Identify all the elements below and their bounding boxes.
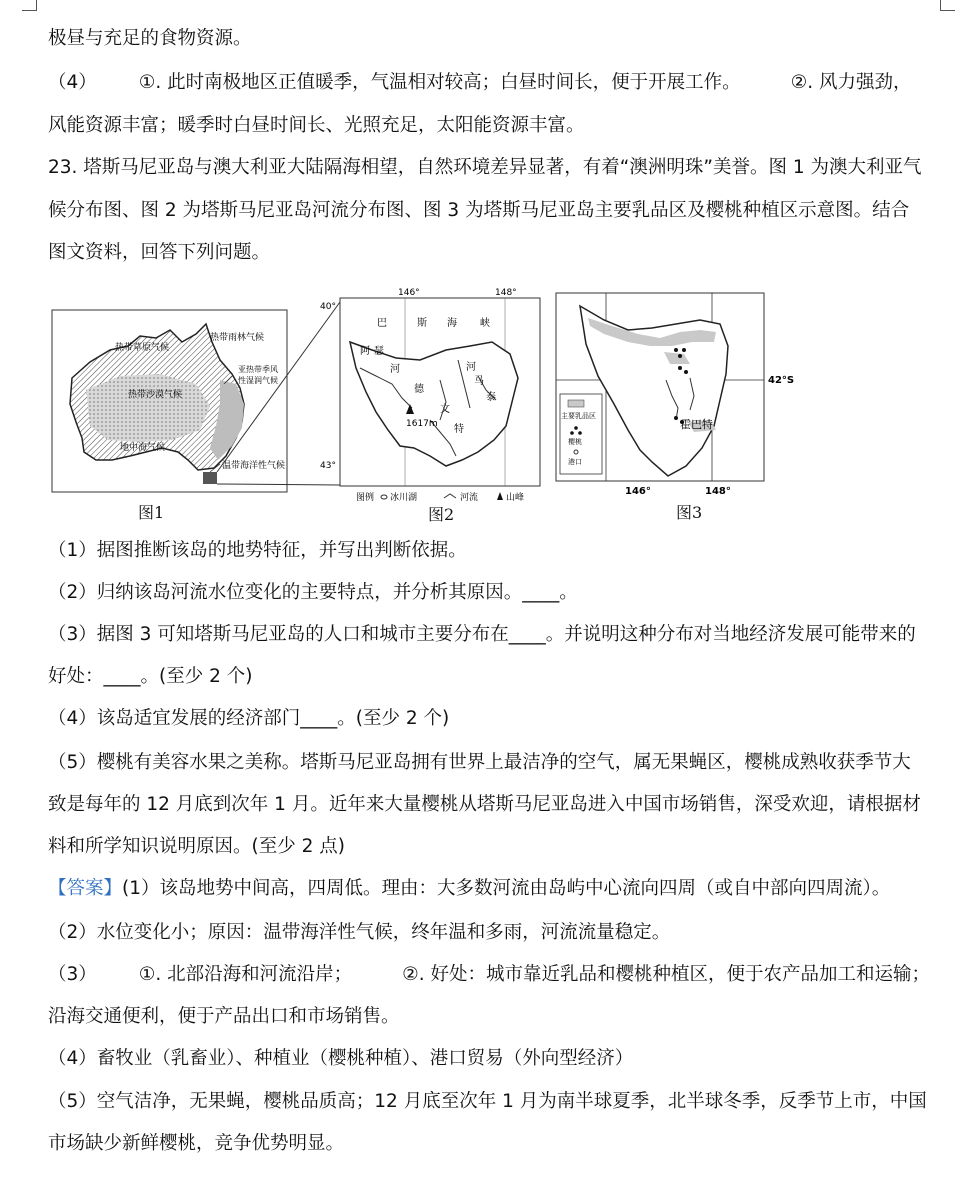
answer-part: ①. 北部沿海和河流沿岸； [138,964,353,985]
fig2-river-map [320,288,540,503]
sub-question: 好处：____。(至少 2 个) [48,666,253,687]
label-mediterranean: 地中海气候 [120,443,166,453]
sub-question: （4）该岛适宜发展的经济部门____。(至少 2 个) [48,708,450,729]
cherry-legend-icon [574,426,578,430]
river-label: 瑟 [374,346,384,357]
item-number: （4） [48,72,97,93]
fig3-lon2: 148° [705,486,731,497]
answer-line: 市场缺少新鲜樱桃，竞争优势明显。 [48,1133,345,1154]
fig2-lon2: 148° [495,288,517,298]
corner-mark-left [22,0,37,11]
answer-line [48,868,938,911]
strait-char: 斯 [417,318,427,329]
fig2-caption: 图2 [428,505,455,524]
river-label: 河 [466,362,476,373]
tasmania-mark [203,472,217,484]
river-label: 阿 [360,346,370,357]
city-label: 霍巴特 [680,418,713,431]
legend-river: 河流 [460,493,479,503]
desert-zone [86,374,210,442]
question-stem: 图文资料，回答下列问题。 [48,242,271,263]
answer-part: ②. 风力强劲， [790,72,912,93]
legend-title: 图例 [356,493,375,503]
fig2-lon1: 146° [398,288,420,298]
answer-line: （2）水位变化小；原因：温带海洋性气候，终年温和多雨，河流流量稳定。 [48,922,671,943]
fig1-australia-map [52,302,340,492]
answer-part: ①. 此时南极地区正值暖季，气温相对较高；白昼时间长，便于开展工作。 [138,72,741,93]
lake-icon [381,495,387,499]
corner-mark-right [940,0,955,11]
figure-row [0,280,973,530]
text-line: 极昼与充足的食物资源。 [48,28,252,49]
sub-question: （3）据图 3 可知塔斯马尼亚岛的人口和城市主要分布在____。并说明这种分布对当地经济发展可能带来的 [48,624,916,645]
answer-line: （4）畜牧业（乳畜业）、种植业（樱桃种植）、港口贸易（外向型经济） [48,1048,634,1069]
item-number: （3） [48,964,97,985]
sub-question: 料和所学知识说明原因。(至少 2 点) [48,836,345,857]
river-icon [444,494,456,498]
label-desert: 热带沙漠气候 [128,390,183,400]
river-label: 泰 [486,392,496,403]
strait-char: 峡 [480,318,490,329]
tasmania-outline [350,342,518,466]
answer-line [48,954,938,997]
text-line: 风能资源丰富；暖季时白昼时间长、光照充足，太阳能资源丰富。 [48,115,585,136]
river-label: 特 [454,424,464,435]
sub-question: 致是每年的 12 月底到次年 1 月。近年来大量樱桃从塔斯马尼亚岛进入中国市场销售，深受欢迎，请根据材 [48,794,921,815]
river-label: 文 [440,404,450,415]
sub-question: （1）据图推断该岛的地势特征，并写出判断依据。 [48,540,467,561]
fig1-caption: 图1 [138,503,165,522]
fig3-lat: 42°S [768,375,795,386]
label-tropical-grass: 热带草原气候 [115,343,170,353]
legend-port: 港口 [568,458,582,466]
dairy-legend-icon [568,400,584,407]
fig3-lon1: 146° [625,486,651,497]
legend-peak: 山峰 [506,493,525,503]
strait-char: 海 [447,318,457,329]
river-label: 马 [474,376,484,387]
legend-dairy: 主要乳品区 [561,412,596,420]
answer-line: （5）空气洁净，无果蝇，樱桃品质高；12 月底至次年 1 月为南半球夏季，北半球冬季，反季节上市，中国 [48,1091,927,1112]
peak-legend-icon [497,492,503,500]
label-temperate-marine: 温带海洋性气候 [222,461,286,471]
figures-svg [0,280,973,530]
answer-part: ②. 好处：城市靠近乳品和樱桃种植区，便于农产品加工和运输； [402,964,930,985]
peak-height: 1617m [406,419,438,429]
answer-label: 【答案】 [48,878,123,899]
legend-lake: 冰川湖 [390,493,418,503]
answer-line: 沿海交通便利，便于产品出口和市场销售。 [48,1006,400,1027]
legend-cherry: 樱桃 [568,438,582,446]
zoom-line [217,484,340,485]
question-stem: 23. 塔斯马尼亚岛与澳大利亚大陆隔海相望，自然环境差异显著，有着“澳洲明珠”美誉。图 1 为澳大利亚气 [48,157,922,178]
fig2-lat1: 40° [320,302,336,312]
label-subtropical: 性湿润气候 [238,376,278,385]
label-subtropical: 亚热带季风 [238,365,278,374]
label-tropical-rain: 热带雨林气候 [210,333,265,343]
question-stem: 候分布图、图 2 为塔斯马尼亚岛河流分布图、图 3 为塔斯马尼亚岛主要乳品区及樱桃种植区示意图。结合 [48,200,910,221]
river-label: 德 [414,384,424,395]
answer-text: (1）该岛地势中间高，四周低。理由：大多数河流由岛屿中心流向四周（或自中部向四周流）。 [122,878,891,899]
sub-question: （5）樱桃有美容水果之美称。塔斯马尼亚岛拥有世界上最洁净的空气，属无果蝇区，樱桃成熟收获季节大 [48,752,911,773]
fig3-dairy-cherry-map [556,293,794,497]
fig3-caption: 图3 [676,503,703,522]
sub-question: （2）归纳该岛河流水位变化的主要特点，并分析其原因。____。 [48,582,578,603]
fig2-lat2: 43° [320,461,336,471]
strait-char: 巴 [377,318,387,329]
text-line [48,62,938,105]
river-label: 河 [390,364,400,375]
